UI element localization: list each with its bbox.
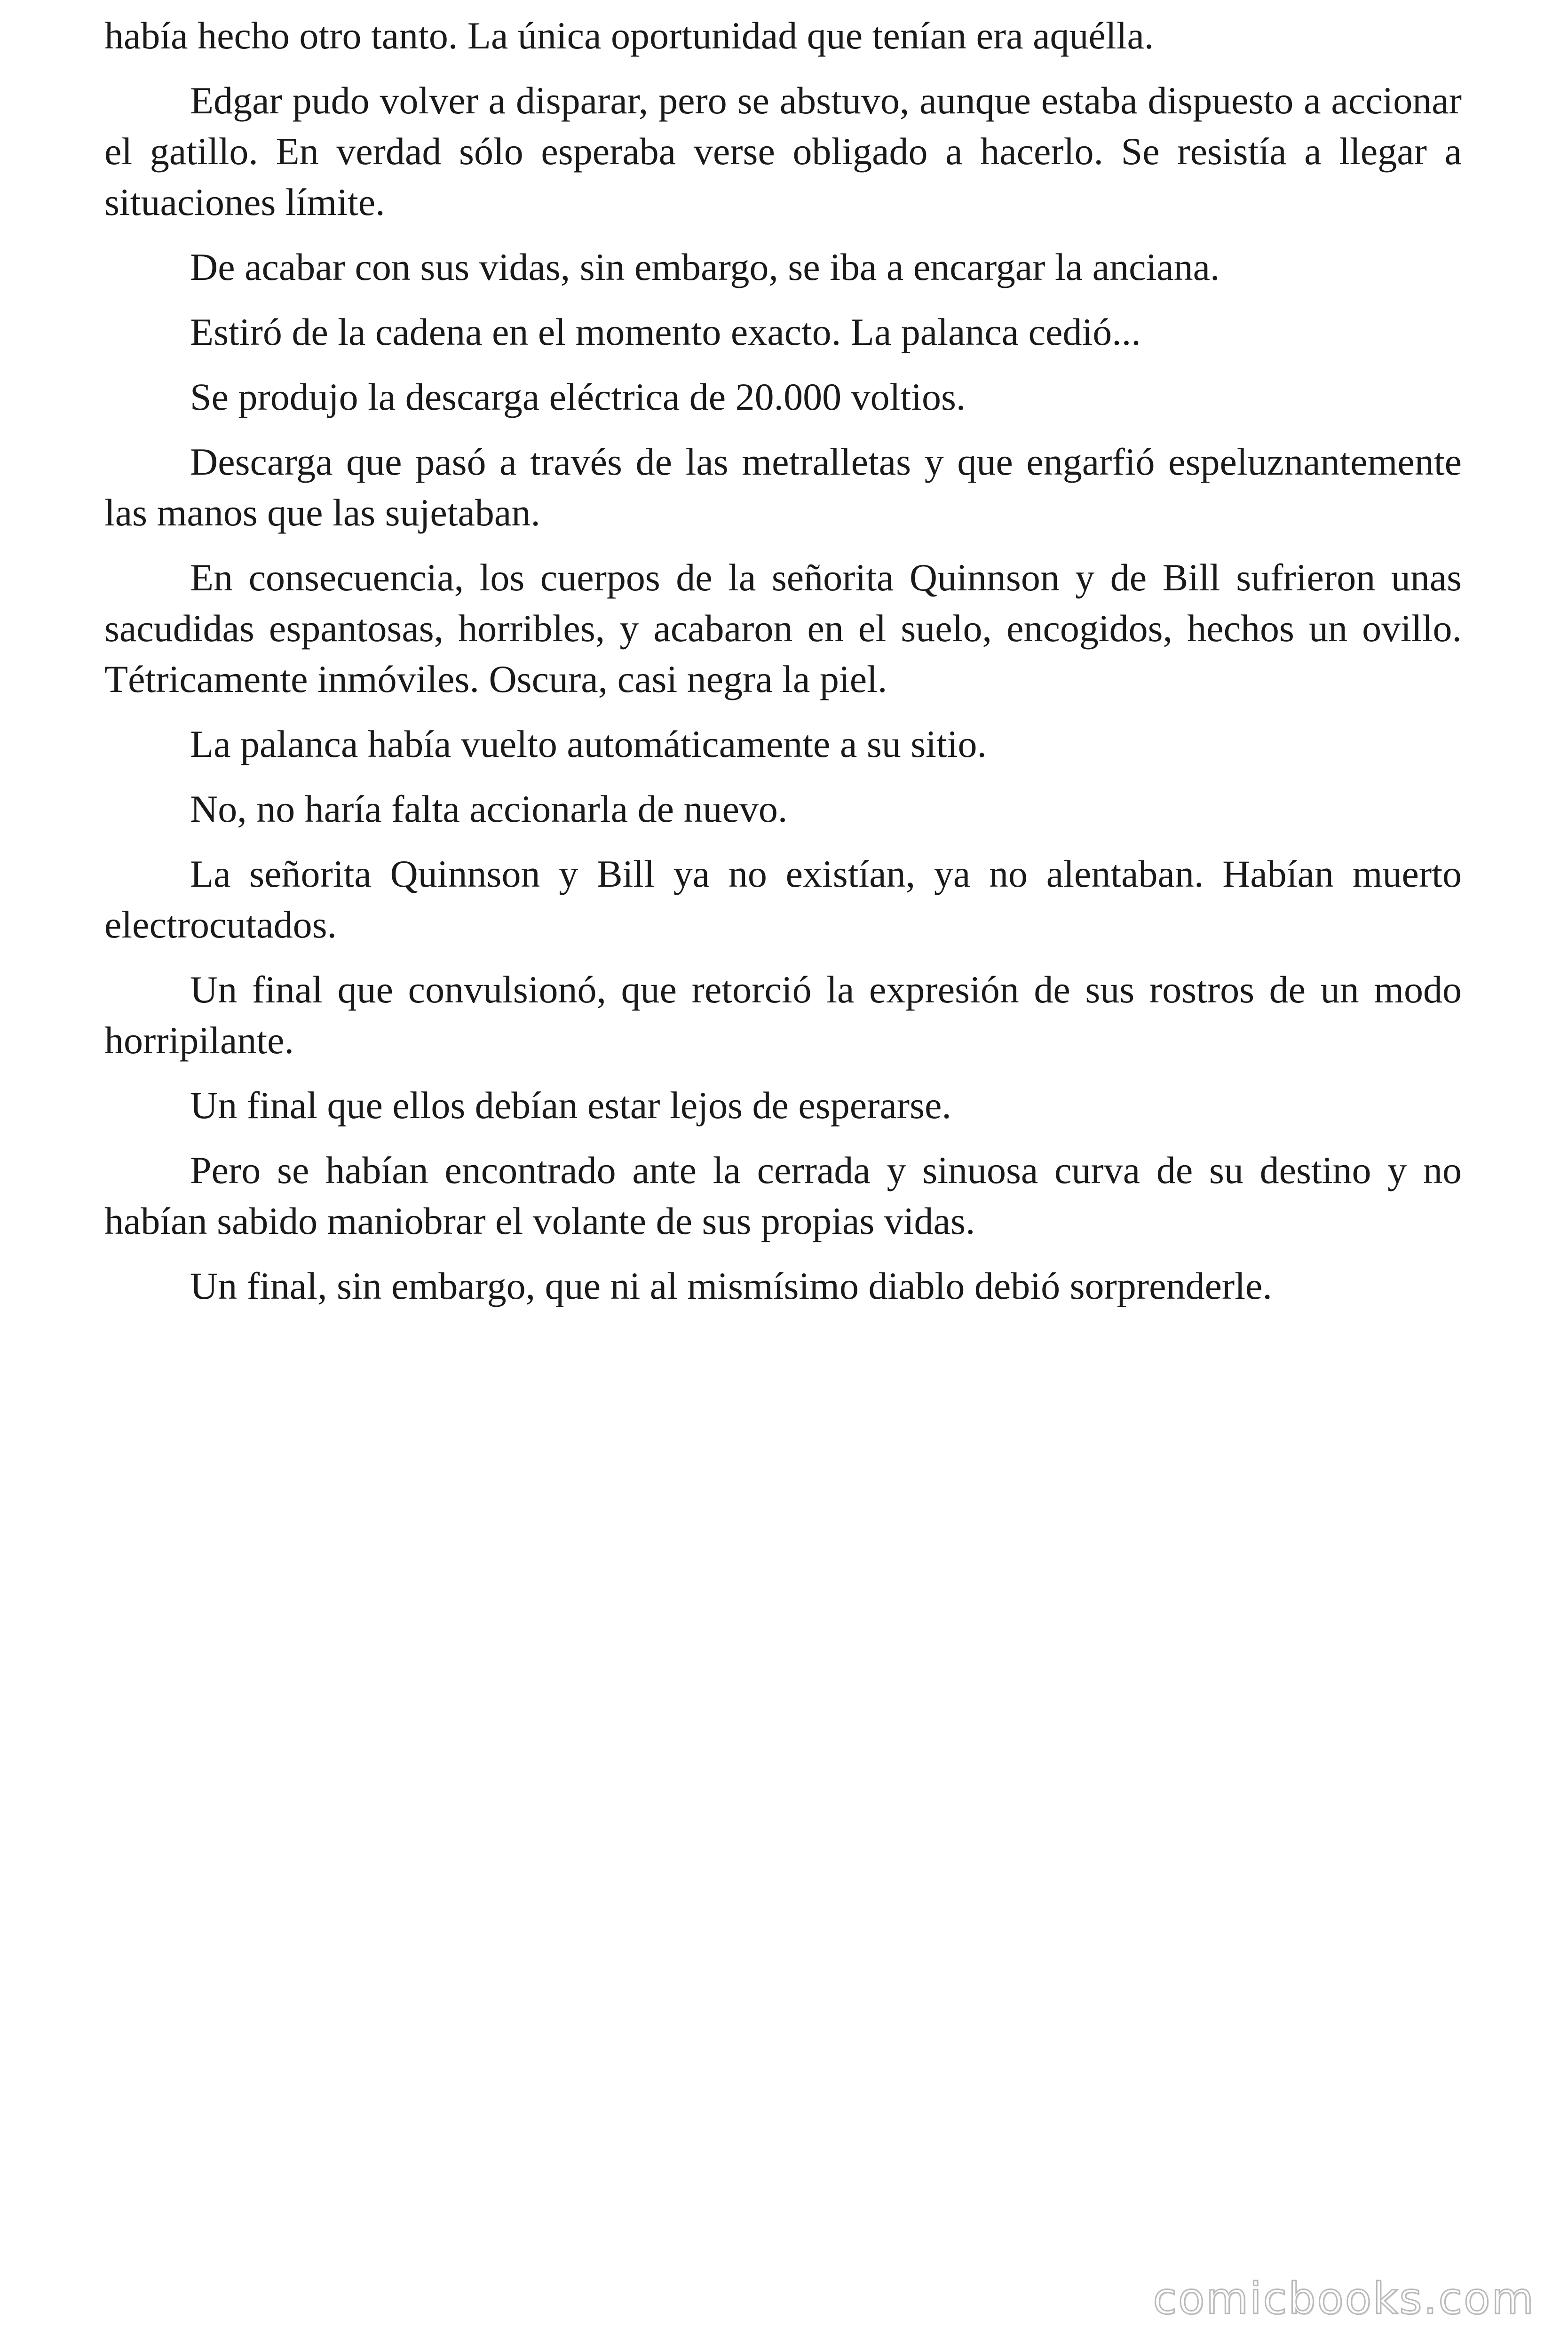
paragraph: Pero se habían encontrado ante la cerrada y sinuosa curva de su destino y no habían sabido maniobrar el volante de sus propias vidas. (104, 1149, 1462, 1242)
paragraph: Se produjo la descarga eléctrica de 20.000 voltios. (190, 375, 966, 418)
paragraph: había hecho otro tanto. La única oportunidad que tenían era aquélla. (104, 14, 1154, 57)
paragraph: Descarga que pasó a través de las metralletas y que engarfió espeluznantemente las manos que las sujetaban. (104, 440, 1462, 534)
paragraph: De acabar con sus vidas, sin embargo, se iba a encargar la anciana. (190, 246, 1220, 288)
paragraph: En consecuencia, los cuerpos de la señorita Quinnson y de Bill sufrieron unas sacudidas espantosas, horribles, y acabaron en el suelo, encogidos, hechos un ovillo. Tétricamente inmóviles. Oscura, casi negra la piel. (104, 556, 1462, 700)
paragraph: Estiró de la cadena en el momento exacto. La palanca cedió... (190, 310, 1141, 353)
body-text (104, 10, 1462, 1326)
paragraph: Un final que ellos debían estar lejos de esperarse. (190, 1084, 951, 1127)
paragraph: La palanca había vuelto automáticamente a su sitio. (190, 723, 987, 765)
paragraph: Un final que convulsionó, que retorció la expresión de sus rostros de un modo horripilante. (104, 968, 1462, 1062)
watermark: comicbooks.com (1153, 2273, 1535, 2324)
paragraph: No, no haría falta accionarla de nuevo. (190, 787, 788, 830)
paragraph: La señorita Quinnson y Bill ya no existían, ya no alentaban. Habían muerto electrocutados. (104, 852, 1462, 946)
paragraph: Un final, sin embargo, que ni al mismísimo diablo debió sorprenderle. (190, 1264, 1272, 1307)
paragraph: Edgar pudo volver a disparar, pero se abstuvo, aunque estaba dispuesto a accionar el gatillo. En verdad sólo esperaba verse obligado a hacerlo. Se resistía a llegar a situaciones límite. (104, 79, 1462, 223)
